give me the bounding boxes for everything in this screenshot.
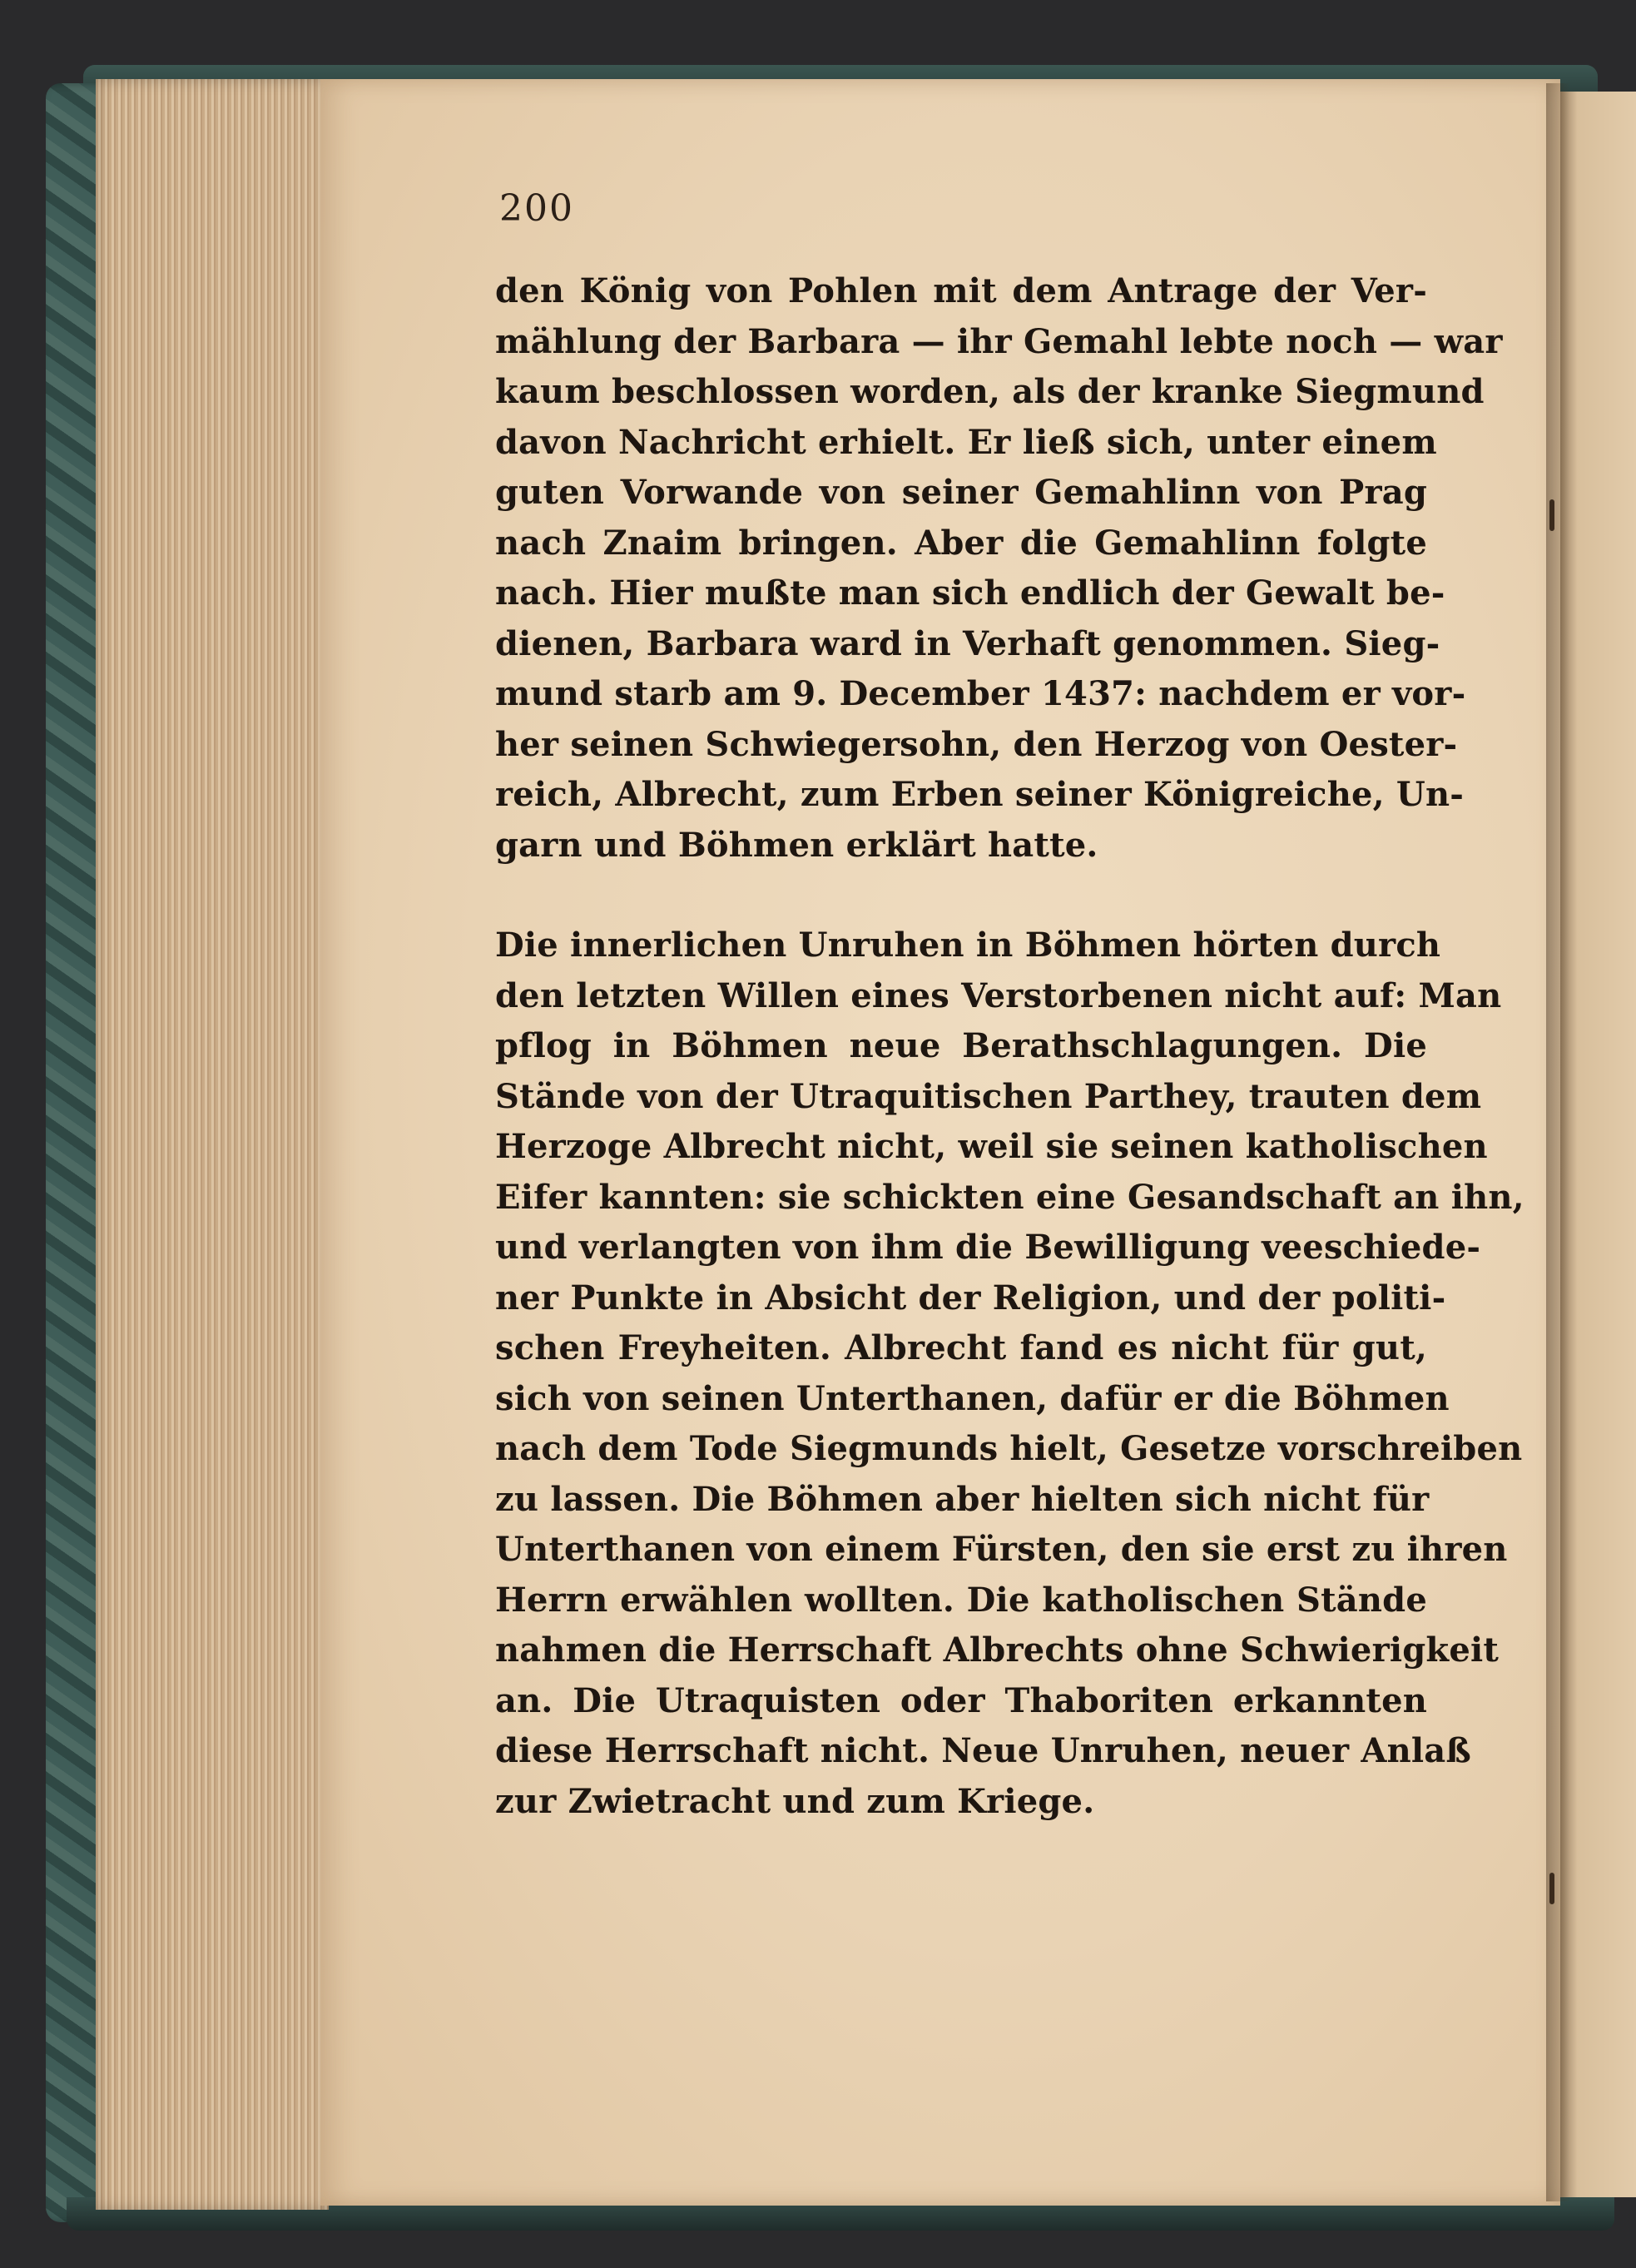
text-line: nach. Hier mußte man sich endlich der Gewalt be- <box>495 573 1445 613</box>
text-line: mund starb am 9. December 1437: nachdem er vor- <box>495 674 1466 713</box>
page-edges <box>96 79 329 2210</box>
text-line: Die innerlichen Unruhen in Böhmen hörten durch <box>495 926 1441 965</box>
text-line: kaum beschlossen worden, als der kranke Siegmund <box>495 372 1485 411</box>
text-line: schen Freyheiten. Albrecht fand es nicht für gut, <box>495 1328 1427 1367</box>
text-line: her seinen Schwiegersohn, den Herzog von Oester- <box>495 724 1458 764</box>
text-line: zur Zwietracht und zum Kriege. <box>495 1781 1095 1821</box>
gutter-mark <box>1549 499 1554 531</box>
text-line: guten Vorwande von seiner Gemahlinn von Prag <box>495 473 1427 512</box>
text-line: den letzten Willen eines Verstorbenen nicht auf: Man <box>495 975 1502 1015</box>
text-line: mählung der Barbara — ihr Gemahl lebte noch — war <box>495 321 1503 361</box>
text-line: Herrn erwählen wollten. Die katholischen Stände <box>495 1580 1427 1620</box>
text-line: und verlangten von ihm die Bewilligung veeschiede- <box>495 1228 1481 1267</box>
text-line: dienen, Barbara ward in Verhaft genommen. Sieg- <box>495 623 1440 663</box>
text-line: sich von seinen Unterthanen, dafür er die Böhmen <box>495 1378 1450 1418</box>
text-line: den König von Pohlen mit dem Antrage der Ver- <box>495 271 1427 310</box>
text-line: davon Nachricht erhielt. Er ließ sich, unter einem <box>495 422 1437 462</box>
page-text <box>495 266 1524 1827</box>
text-line: Herzoge Albrecht nicht, weil sie seinen katholischen <box>495 1127 1488 1166</box>
paragraph-break <box>495 871 1427 921</box>
text-line: garn und Böhmen erklärt hatte. <box>495 825 1098 865</box>
text-line: diese Herrschaft nicht. Neue Unruhen, neuer Anlaß <box>495 1731 1471 1770</box>
text-line: Eifer kannten: sie schickten eine Gesandschaft an ihn, <box>495 1177 1524 1217</box>
text-line: ner Punkte in Absicht der Religion, und der politi- <box>495 1278 1446 1318</box>
text-line: zu lassen. Die Böhmen aber hielten sich nicht für <box>495 1479 1430 1519</box>
text-line: nach dem Tode Siegmunds hielt, Gesetze vorschreiben <box>495 1429 1523 1468</box>
gutter-mark <box>1549 1873 1554 1904</box>
text-line: pflog in Böhmen neue Berathschlagungen. Die <box>495 1026 1427 1065</box>
text-line: nach Znaim bringen. Aber die Gemahlinn folgte <box>495 523 1427 563</box>
text-line: reich, Albrecht, zum Erben seiner Königreiche, Un- <box>495 775 1465 814</box>
text-line: nahmen die Herrschaft Albrechts ohne Schwierigkeit <box>495 1630 1500 1670</box>
text-line: Unterthanen von einem Fürsten, den sie erst zu ihren <box>495 1530 1508 1569</box>
text-line: an. Die Utraquisten oder Thaboriten erkannten <box>495 1680 1427 1720</box>
facing-page <box>1558 92 1636 2197</box>
text-line: Stände von der Utraquitischen Parthey, trauten dem <box>495 1076 1482 1116</box>
page-number: 200 <box>499 187 574 230</box>
